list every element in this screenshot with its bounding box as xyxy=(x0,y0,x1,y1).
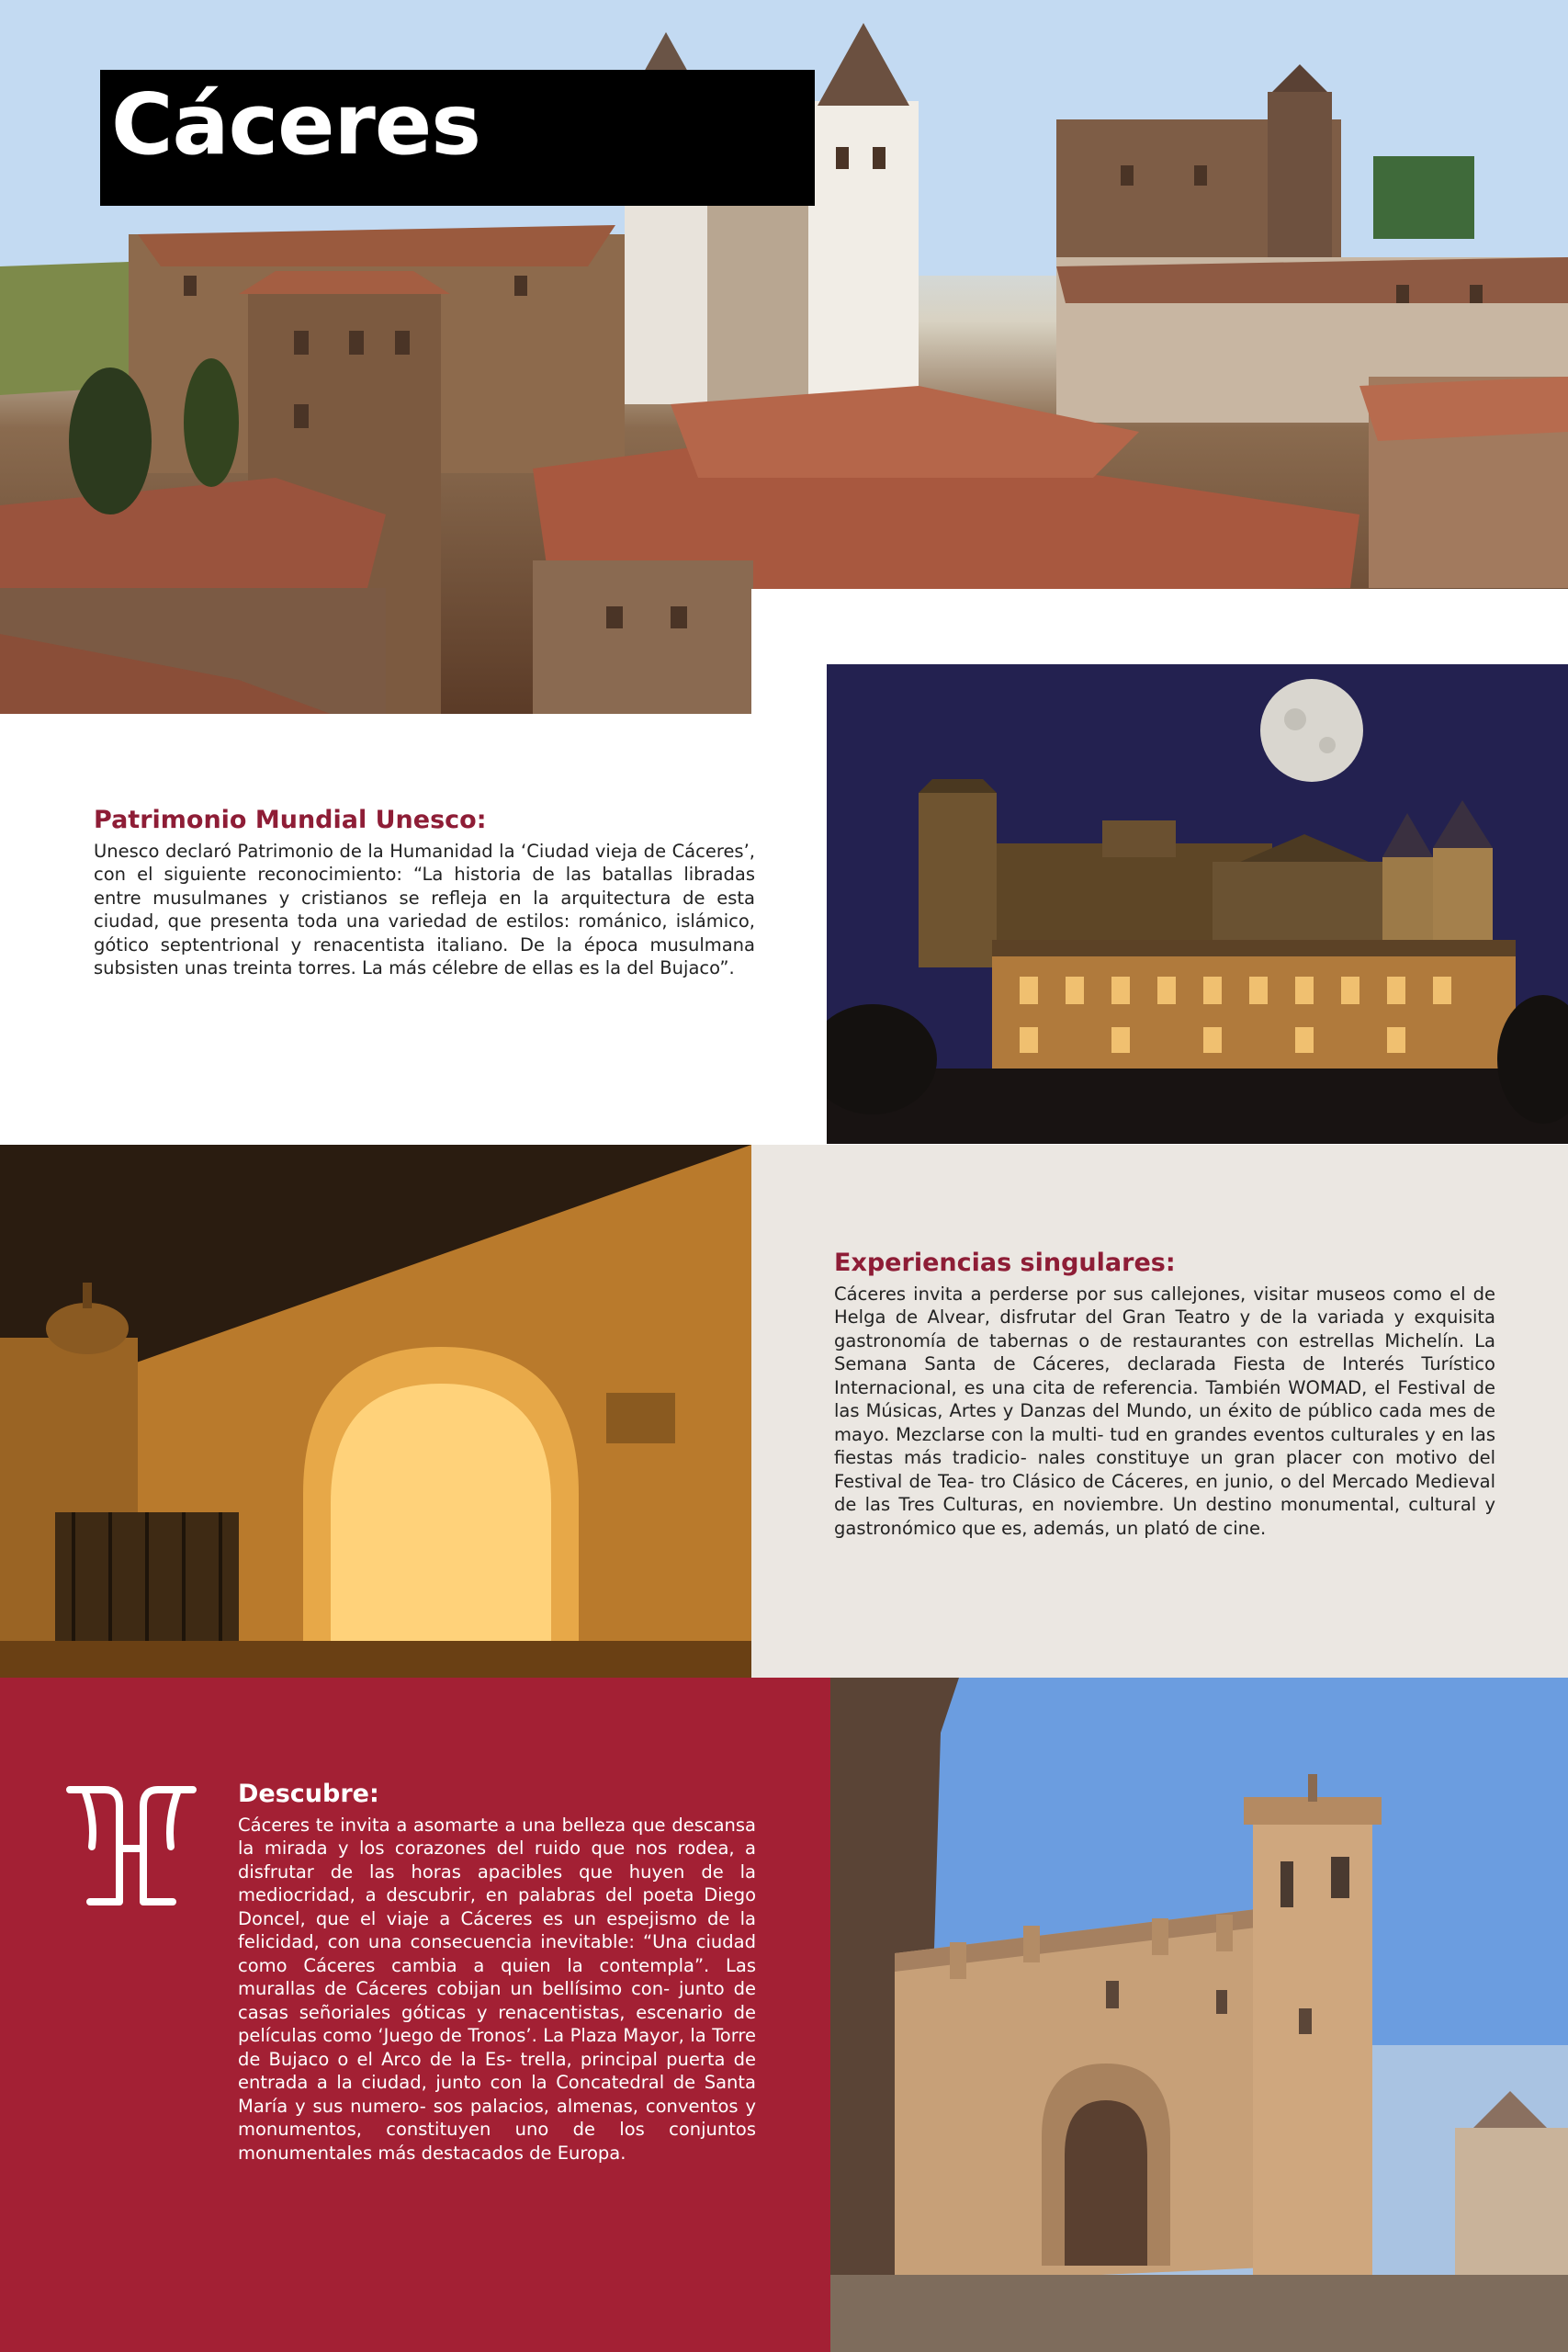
experiencias-heading: Experiencias singulares: xyxy=(834,1249,1176,1277)
night-castle-illustration xyxy=(827,664,1568,1144)
descubre-body: Cáceres te invita a asomarte a una belleza que descansa la mirada y los corazones del ruido que nos rodea, a disfrutar de las horas apacibles que huyen de la mediocridad, a descubrir, en palabras del poeta Diego Doncel, que el viaje a Cáceres es un espejismo de la felicidad, con una consecuencia inevitable: “Una ciudad como Cáceres cambia a quien la contempla”. Las murallas de Cáceres cobijan un bellísimo con- junto de casas señoriales góticas y renacentistas, escenario de películas como ‘Juego de Tronos’. La Plaza Mayor, la Torre de Bujaco o el Arco de la Es- trella, principal puerta de entrada a la ciudad, junto con la Concatedral de Santa María y sus numero- sos palacios, almenas, conventos y monumentos, constituyen uno de los conjuntos monumentales más destacados de Europa. xyxy=(238,1814,756,2164)
experiencias-body: Cáceres invita a perderse por sus callejones, visitar museos como el de Helga de Alvear, disfrutar del Gran Teatro y de la variada y exquisita gastronomía de tabernas o de restaurantes con estrellas Michelín. La Semana Santa de Cáceres, declarada Fiesta de Interés Turístico Internacional, es una cita de referencia. También WOMAD, el Festival de las Músicas, Artes y Danzas del Mundo, un éxito de público cada mes de mayo. Mezclarse con la multi- tud en grandes eventos culturales y en las fiestas más tradicio- nales constituye un gran placer con motivo del Festival de Tea- tro Clásico de Cáceres, en junio, o del Mercado Medieval de las Tres Culturas, en noviembre. Un destino monumental, cultural y gastronómico que es, además, un plató de cine. xyxy=(834,1283,1495,1539)
night-castle-photo xyxy=(827,664,1568,1144)
cathedral-illustration xyxy=(830,1678,1568,2352)
stylized-h-logo-icon xyxy=(64,1782,198,1907)
arch-gate-illustration xyxy=(0,1145,751,1678)
title-banner xyxy=(100,70,815,206)
patrimonio-section xyxy=(94,807,755,980)
experiencias-section xyxy=(834,1250,1495,1540)
descubre-heading: Descubre: xyxy=(238,1780,379,1808)
patrimonio-body: Unesco declaró Patrimonio de la Humanidad la ‘Ciudad vieja de Cáceres’, con el siguiente reconocimiento: “La historia de las batallas libradas entre musulmanes y cristianos se refleja en la arquitectura de esta ciudad, que presenta toda una variedad de estilos: románico, islámico, gótico septentrional y renacentista italiano. De la época musulmana subsisten unas treinta torres. La más célebre de ellas es la del Bujaco”. xyxy=(94,840,755,979)
patrimonio-heading: Patrimonio Mundial Unesco: xyxy=(94,806,487,834)
page-title: Cáceres xyxy=(111,75,481,174)
descubre-section xyxy=(238,1781,756,2165)
cathedral-photo xyxy=(830,1678,1568,2352)
arch-gate-photo xyxy=(0,1145,751,1678)
